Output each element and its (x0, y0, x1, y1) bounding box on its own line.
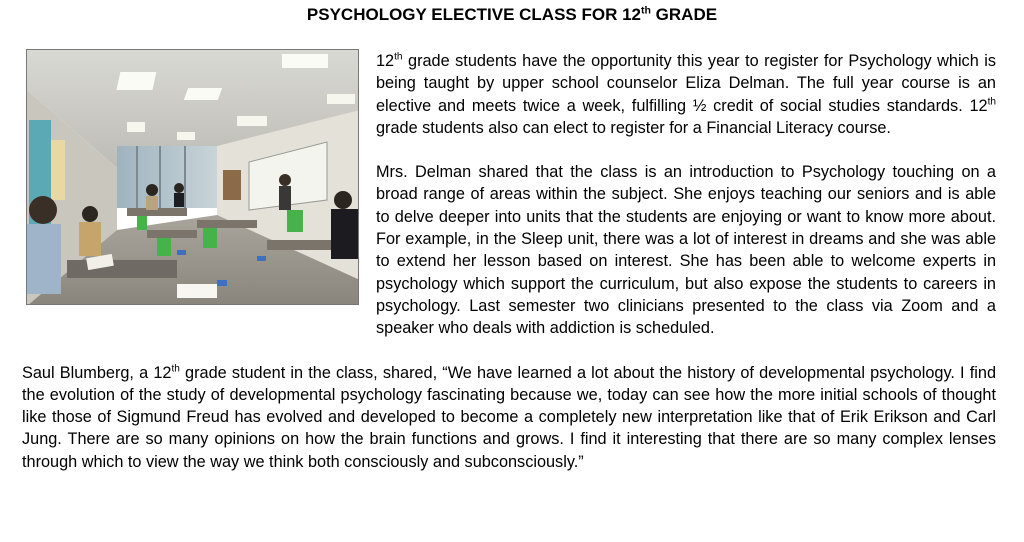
paragraph-teacher: Mrs. Delman shared that the class is an introduction to Psychology touching on a broad range of areas within the subject. She enjoys teaching our seniors and is able to delve deeper into units that the students are enjoying or want to know more about. For example, in the Sleep unit, there was a lot of interest in dreams and she was able to extend her lesson based on interest. She has been able to welcome experts in psychology which support the curriculum, but also expose the students to careers in psychology. Last semester two clinicians presented to the class via Zoom and a speaker who deals with addiction is scheduled. (376, 163, 996, 338)
paragraph-intro: 12th grade students have the opportunity this year to register for Psychology which is being taught by upper school counselor Eliza Delman. The full year course is an elective and meets twice a week, fulfilling ½ credit of social studies standards. 12th grade students also can elect to register for a Financial Literacy course. (376, 51, 996, 137)
paragraph-student-quote: Saul Blumberg, a 12th grade student in the class, shared, “We have learned a lot about the history of developmental psychology. I find the evolution of the study of developmental psychology fascinating because we, today can see how the more initial schools of thought like those of Sigmund Freud has evolved and developed to become a completely new interpretation like that of Erik Erikson and Carl Jung. There are so many opinions on how the brain functions and grows. I find it interesting that there are so many complex lenses through which to view the way we think both consciously and subconsciously.” (22, 363, 996, 471)
article-body (22, 50, 996, 473)
page-title: PSYCHOLOGY ELECTIVE CLASS FOR 12th GRADE (306, 4, 718, 24)
photo-wrap-spacer (22, 50, 376, 318)
